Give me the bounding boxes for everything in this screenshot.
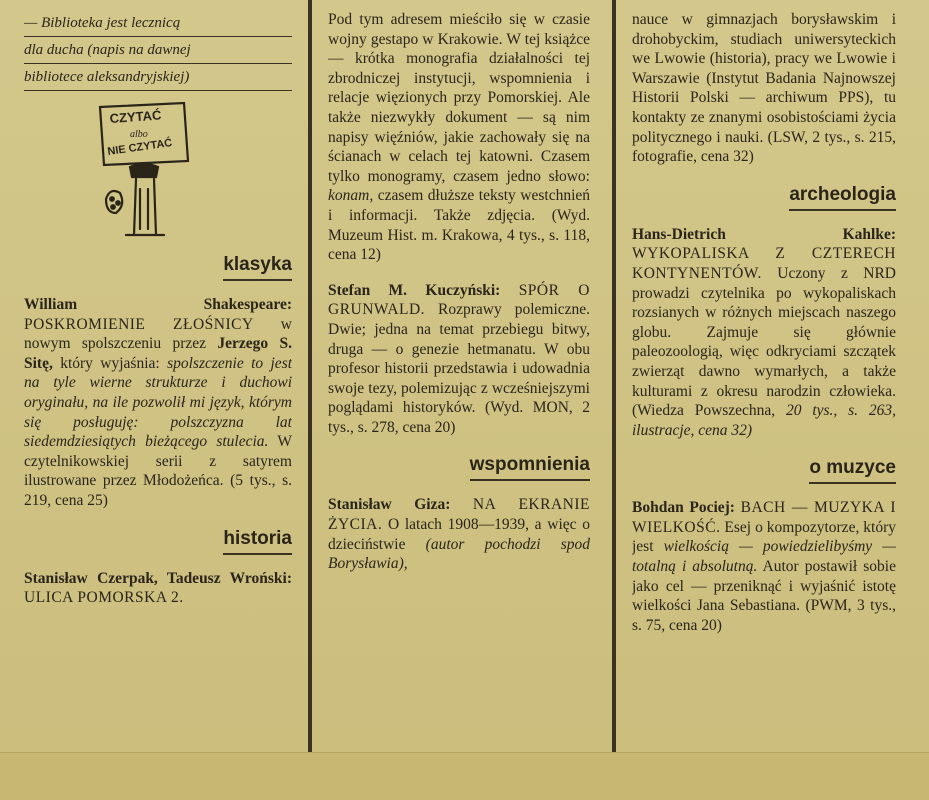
motto-line: bibliotece aleksandryjskiej) [24, 64, 292, 91]
book-author: William Shakespeare: [24, 296, 292, 313]
section-heading-klasyka: klasyka [24, 253, 292, 281]
book-title: ULICA POMORSKA 2. [24, 589, 184, 607]
book-entry-pociej [632, 498, 896, 635]
book-title: WYKOPALISKA Z CZTERECH KONTYNENTÓW. [632, 245, 896, 282]
book-entry-czerpak-part1 [24, 569, 292, 608]
book-quote: (autor pochodzi spod Borysławia), [328, 535, 590, 573]
book-title: SPÓR O GRUNWALD. [328, 281, 590, 319]
book-description: czasem dłuższe teksty westchnień i informacji. Także zdjęcia. (Wyd. Muzeum Hist. m. Krakowa, 4 tys., s. 118, cena 12) [328, 187, 590, 264]
book-entry-czerpak-part2 [328, 10, 590, 265]
book-quote: spolszczenie to jest na tyle wierne strukturze i duchowi oryginału, na ile pozwolił mi język, którym się posługuję: polszczyzna lat siedemdziesiątych bieżącego stulecia. [24, 354, 292, 451]
logo-area [24, 97, 292, 247]
book-translator: Jerzego S. Sitę, [24, 335, 292, 372]
book-description: W czytelnikowskiej serii z satyrem ilustrowane przez Młodożeńca. (5 tys., s. 219, cena 25) [24, 433, 292, 509]
book-description: Uczony z NRD prowadzi czytelnika po wykopaliskach rozsianych w różnych miejscach naszego globu. Zajmuje się głównie paleozoologią, więc odkryciami szczątek zwierząt dawno wymarłych, a także kulturami z okresu narodzin człowieka. (Wiedza Powszechna, [632, 264, 896, 420]
book-entry-shakespeare [24, 295, 292, 511]
book-description: Esej o kompozytorze, który jest [632, 518, 896, 556]
book-entry-giza-part1 [328, 495, 590, 573]
reading-column-logo [96, 101, 192, 241]
section-heading-o-muzyce: o muzyce [632, 456, 896, 484]
logo-text: CZYTAĆ [109, 107, 162, 126]
column-divider [308, 0, 312, 752]
book-description: nauce w gimnazjach borysławskim i drohobyckim, studiach uniwersyteckich we Lwowie (historia), pracy we Lwowie i Warszawie (Instytut Badania Najnowszej Historii Polski — archiwum PPS), tu kontakty ze znanymi osobistościami życia politycznego i nauki. (LSW, 2 tys., s. 215, fotografie, cena 32) [632, 11, 896, 166]
section-heading-archeologia: archeologia [632, 183, 896, 211]
column-left [24, 10, 292, 750]
book-entry-kahlke [632, 225, 896, 441]
book-author: Bohdan Pociej: [632, 499, 735, 517]
column-right [632, 10, 896, 750]
book-description: który wyjaśnia: [60, 354, 160, 372]
motto [24, 10, 292, 91]
section-heading-historia: historia [24, 527, 292, 555]
book-entry-kuczynski [328, 281, 590, 438]
book-quote: konam, [328, 187, 374, 205]
book-description: Rozprawy polemiczne. Dwie; jedna na temat przebiegu bitwy, druga — o genezie hetmanatu. W obu profesor historii przedstawia i udowadnia swoje tezy, polemizując z wcześniejszymi poglądami historyków. (Wyd. MON, 2 tys., s. 278, cena 20) [328, 301, 590, 436]
book-author: Stanisław Giza: [328, 496, 451, 514]
book-author: Stefan M. Kuczyński: [328, 281, 501, 299]
motto-line: — Biblioteka jest lecznicą [24, 10, 292, 37]
section-heading-wspomnienia: wspomnienia [328, 453, 590, 481]
book-description: 20 tys., s. 263, ilustracje, cena 32) [632, 402, 896, 439]
book-description: O latach 1908—1939, a więc o dzieciństwie [328, 516, 590, 553]
page-bottom-margin [0, 752, 929, 800]
book-entry-giza-part2 [632, 10, 896, 167]
logo-text: albo [130, 129, 148, 140]
book-quote: wielkością — powiedzielibyśmy — totalną i absolutną. [632, 538, 896, 576]
motto-line: dla ducha (napis na dawnej [24, 37, 292, 64]
book-description: Pod tym adresem mieściło się w czasie wojny gestapo w Krakowie. W tej książce — krótka monografia działalności tej zbrodniczej instytucji, wspomnienia i relacje więzionych przy Pomorskiej. Ale także niezwykły dokument — są nim napisy więźniów, jakie zachowały się na ścianach w celach tej katowni. Czasem tylko monogramy, czasem jedno słowo: [328, 11, 590, 185]
column-middle [328, 10, 590, 750]
column-divider [612, 0, 616, 752]
book-description: Autor postawił sobie jako cel — przeniknąć i wyjaśnić istotę wielkości Jana Sebastiana. (PWM, 3 tys., s. 75, cena 20) [632, 558, 896, 634]
book-title: NA EKRANIE ŻYCIA. [328, 496, 590, 534]
book-title: POSKROMIENIE ZŁOŚNICY [24, 315, 254, 333]
book-description: w nowym spolszczeniu przez [24, 315, 292, 353]
book-title: BACH — MUZYKA I WIELKOŚĆ. [632, 499, 896, 536]
book-author: Stanisław Czerpak, Tadeusz Wroński: [24, 569, 292, 587]
book-author: Hans-Dietrich Kahlke: [632, 225, 896, 243]
logo-text: NIE CZYTAĆ [106, 137, 173, 158]
